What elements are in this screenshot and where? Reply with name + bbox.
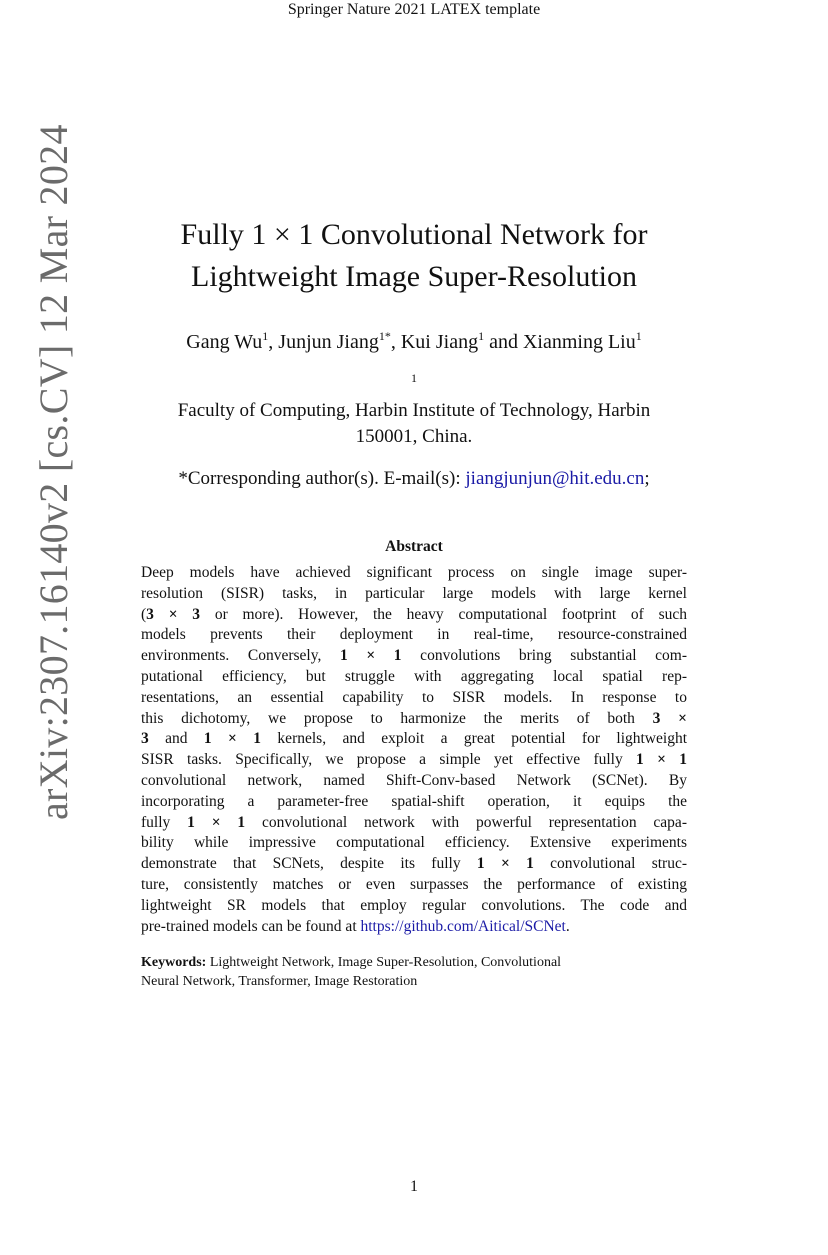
abstract-line xyxy=(141,833,687,854)
abstract-line xyxy=(141,563,687,584)
abstract-text: resentations, an essential capability to SISR models. In response to xyxy=(141,688,687,706)
abstract-line xyxy=(141,688,687,709)
abstract-text: this dichotomy, we propose to harmonize the merits of both xyxy=(141,709,653,727)
abstract-text: kernels, and exploit a great potential for lightweight xyxy=(261,730,687,748)
abstract-line xyxy=(141,792,687,813)
author-name: Xianming Liu xyxy=(522,331,636,353)
kernel-size-term: 1 × 1 xyxy=(203,730,262,748)
abstract-text: models prevents their deployment in real-time, resource-constrained xyxy=(141,626,687,644)
abstract-line xyxy=(141,709,687,730)
abstract-line xyxy=(141,896,687,917)
author-name: Kui Jiang xyxy=(400,331,479,353)
abstract-body xyxy=(141,563,687,937)
keywords-line-2: Neural Network, Transformer, Image Restoration xyxy=(141,973,418,989)
abstract-text: resolution (SISR) tasks, in particular large models with large kernel xyxy=(141,584,687,602)
abstract-line xyxy=(141,854,687,875)
abstract-text: convolutional struc- xyxy=(533,855,687,873)
author-separator: , xyxy=(390,331,401,353)
abstract-line xyxy=(141,750,687,771)
affiliation-line-2: 150001, China. xyxy=(355,426,473,447)
title-line-2: Lightweight Image Super-Resolution xyxy=(191,260,637,293)
abstract-text: bility while impressive computational efficiency. Extensive experiments xyxy=(141,834,687,852)
author-affiliation-mark: 1* xyxy=(378,329,391,343)
abstract-text: incorporating a parameter-free spatial-shift operation, it equips the xyxy=(141,792,687,810)
abstract-text: ture, consistently matches or even surpasses the performance of existing xyxy=(141,875,687,893)
affiliation xyxy=(110,372,718,450)
abstract-text: convolutional network, named Shift-Conv-based Network (SCNet). By xyxy=(141,771,687,789)
author-name: Junjun Jiang xyxy=(278,331,379,353)
kernel-size-term: 1 × 1 xyxy=(187,813,246,831)
corresponding-label: *Corresponding author(s). E-mail(s): xyxy=(178,468,466,489)
abstract-line xyxy=(141,667,687,688)
abstract-text: environments. Conversely, xyxy=(141,647,340,665)
title-line-1: Fully 1 × 1 Convolutional Network for xyxy=(180,218,648,251)
code-repository-link[interactable]: https://github.com/Aitical/SCNet xyxy=(360,917,566,935)
abstract-text: putational efficiency, but struggle with aggregating local spatial rep- xyxy=(141,667,687,685)
arxiv-identifier-stamp: arXiv:2307.16140v2 [cs.CV] 12 Mar 2024 xyxy=(31,124,76,820)
author-affiliation-mark: 1 xyxy=(478,329,485,343)
keywords xyxy=(141,954,687,991)
affiliation-mark: 1 xyxy=(411,371,417,385)
kernel-size-term: 3 × 3 xyxy=(146,605,201,623)
abstract-line xyxy=(141,771,687,792)
abstract-text: pre-trained models can be found at xyxy=(141,917,361,935)
page-number: 1 xyxy=(410,1178,418,1195)
abstract-line xyxy=(141,646,687,667)
abstract-line xyxy=(141,729,687,750)
abstract-line xyxy=(141,625,687,646)
kernel-size-term: 1 × 1 xyxy=(476,855,534,873)
author-separator: and xyxy=(484,331,523,353)
affiliation-line-1 xyxy=(110,372,718,424)
kernel-size-term: 3 × xyxy=(652,709,687,727)
keywords-label: Keywords: xyxy=(141,955,207,970)
abstract-text: and xyxy=(148,730,204,748)
abstract-line xyxy=(141,605,687,626)
author-list xyxy=(80,331,748,354)
abstract-text: Deep models have achieved significant process on single image super- xyxy=(141,564,687,581)
author-affiliation-mark: 1 xyxy=(262,329,269,343)
abstract-line xyxy=(141,813,687,834)
abstract-text: SISR tasks. Specifically, we propose a simple yet effective fully xyxy=(141,751,637,769)
kernel-size-term: 1 × 1 xyxy=(636,751,687,769)
author-affiliation-mark: 1 xyxy=(635,329,642,343)
abstract-line xyxy=(141,917,687,938)
abstract-text: convolutions bring substantial com- xyxy=(401,647,687,665)
abstract-text: fully xyxy=(141,813,188,831)
kernel-size-term: 1 × 1 xyxy=(339,647,402,665)
paper-title xyxy=(110,214,718,298)
abstract-line xyxy=(141,875,687,896)
abstract-text: lightweight SR models that employ regular convolutions. The code and xyxy=(141,896,687,914)
running-header: Springer Nature 2021 LATEX template xyxy=(287,1,541,18)
corresponding-suffix: ; xyxy=(644,468,650,489)
author-separator: , xyxy=(268,331,279,353)
keywords-line-1 xyxy=(141,954,687,973)
abstract-line xyxy=(141,584,687,605)
kernel-size-term: 3 xyxy=(141,730,149,748)
author-name: Gang Wu xyxy=(186,331,263,353)
email-link[interactable]: jiangjunjun@hit.edu.cn xyxy=(465,468,645,489)
abstract-text: or more). However, the heavy computational footprint of such xyxy=(200,605,687,623)
corresponding-author xyxy=(80,468,748,490)
abstract-heading: Abstract xyxy=(385,538,443,555)
affiliation-text: Faculty of Computing, Harbin Institute of Technology, Harbin xyxy=(177,400,651,421)
keywords-text: Lightweight Network, Image Super-Resolution, Convolutional xyxy=(206,955,562,970)
abstract-text: convolutional network with powerful representation capa- xyxy=(245,813,687,831)
abstract-text: ( xyxy=(141,605,147,623)
abstract-text: . xyxy=(565,917,570,935)
abstract-text: demonstrate that SCNets, despite its fully xyxy=(141,855,477,873)
